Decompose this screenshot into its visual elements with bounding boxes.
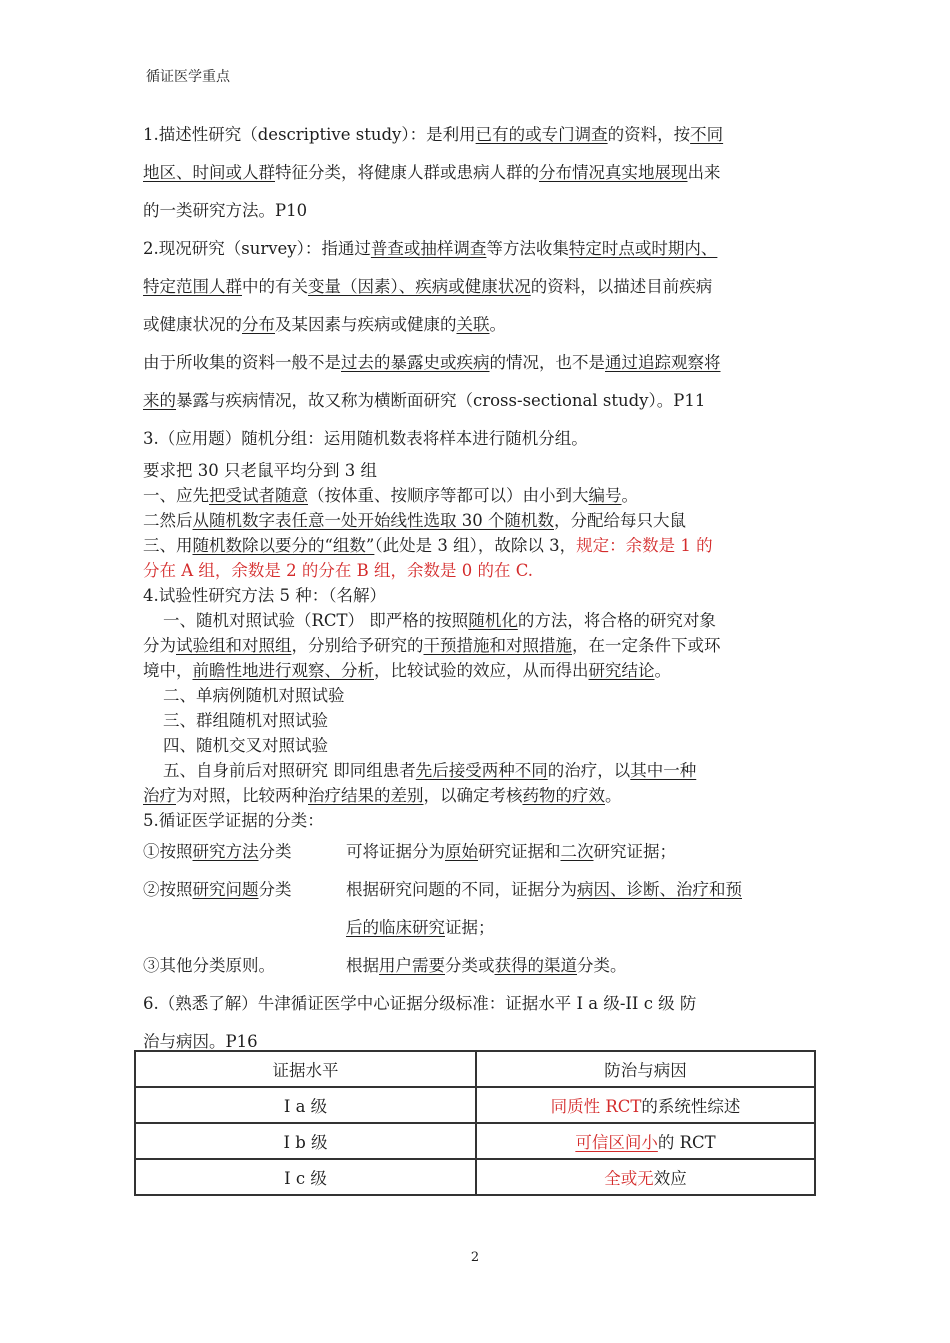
s4-item4: 四、随机交叉对照试验 — [163, 736, 328, 755]
table-cell-desc: 全或无效应 — [476, 1159, 815, 1195]
s4-item2: 二、单病例随机对照试验 — [163, 686, 345, 705]
table-header-row — [135, 1051, 815, 1087]
s5-class3-desc: 根据用户需要分类或获得的渠道分类。 — [346, 956, 627, 975]
s3-line2: 要求把 30 只老鼠平均分到 3 组 — [143, 461, 377, 480]
page-header: 循证医学重点 — [146, 69, 230, 85]
s5-class3-label: ③其他分类原则。 — [143, 956, 275, 975]
s2-line1: 2.现况研究（survey）：指通过普查或抽样调查等方法收集特定时点或时期内、 — [143, 239, 718, 258]
table-cell-level: I c 级 — [135, 1159, 476, 1195]
s5-title: 5.循证医学证据的分类： — [143, 811, 324, 830]
table-cell-desc: 可信区间小的 RCT — [476, 1123, 815, 1159]
s1-line1: 1.描述性研究（descriptive study）：是利用已有的或专门调查的资料，按不同 — [143, 125, 724, 144]
s4-item1-line2: 分为试验组和对照组，分别给予研究的干预措施和对照措施，在一定条件下或环 — [143, 636, 721, 655]
s5-class1-desc: 可将证据分为原始研究证据和二次研究证据； — [346, 842, 676, 861]
s4-item5-line2: 治疗为对照，比较两种治疗结果的差别，以确定考核药物的疗效。 — [143, 786, 622, 805]
evidence-level-table — [134, 1050, 816, 1196]
s4-item5-line1: 五、自身前后对照研究 即同组患者先后接受两种不同的治疗，以其中一种 — [163, 761, 697, 780]
document-body — [143, 116, 811, 1061]
s2-line4: 由于所收集的资料一般不是过去的暴露史或疾病的情况，也不是通过追踪观察将 — [143, 353, 721, 372]
s5-class1-label: ①按照研究方法分类 — [143, 842, 292, 861]
s5-class2 — [143, 871, 811, 947]
s6-line2: 治与病因。P16 — [143, 1032, 258, 1051]
s4-item1-line3: 境中，前瞻性地进行观察、分析，比较试验的效应，从而得出研究结论。 — [143, 661, 671, 680]
s5-class1 — [143, 833, 811, 871]
s3-rule-line: 分在 A 组，余数是 2 的分在 B 组，余数是 0 的在 C. — [143, 561, 534, 580]
s5-class2-desc: 根据研究问题的不同，证据分为病因、诊断、治疗和预 后的临床研究证据； — [346, 880, 742, 937]
s6-line1: 6.（熟悉了解）牛津循证医学中心证据分级标准：证据水平 I a 级-II c 级 防 — [143, 994, 697, 1013]
s5-class3 — [143, 947, 811, 985]
s5-class2-label: ②按照研究问题分类 — [143, 880, 292, 899]
table-row — [135, 1087, 815, 1123]
s3-step2: 二然后从随机数字表任意一处开始线性选取 30 个随机数，分配给每只大鼠 — [143, 511, 686, 530]
table-cell-level: I a 级 — [135, 1087, 476, 1123]
table-cell-level: I b 级 — [135, 1123, 476, 1159]
page-number: 2 — [470, 1250, 480, 1265]
s4-title: 4.试验性研究方法 5 种：（名解） — [143, 586, 386, 605]
table-cell-desc: 同质性 RCT的系统性综述 — [476, 1087, 815, 1123]
s2-line2: 特定范围人群中的有关变量（因素）、疾病或健康状况的资料，以描述目前疾病 — [143, 277, 713, 296]
s1-line2: 地区、时间或人群特征分类，将健康人群或患病人群的分布情况真实地展现出来 — [143, 163, 721, 182]
s4-item1-line1: 一、随机对照试验（RCT） 即严格的按照随机化的方法，将合格的研究对象 — [163, 611, 716, 630]
table-row — [135, 1159, 815, 1195]
s2-line3: 或健康状况的分布及某因素与疾病或健康的关联。 — [143, 315, 506, 334]
table-header-cell: 证据水平 — [135, 1051, 476, 1087]
s1-line3: 的一类研究方法。P10 — [143, 201, 308, 220]
table-header-cell: 防治与病因 — [476, 1051, 815, 1087]
s4-item3: 三、群组随机对照试验 — [163, 711, 328, 730]
s3-step3: 三、用随机数除以要分的“组数”（此处是 3 组），故除以 3，规定：余数是 1 的 — [143, 536, 713, 555]
s3-step1: 一、应先把受试者随意（按体重、按顺序等都可以）由小到大编号。 — [143, 486, 638, 505]
table-row — [135, 1123, 815, 1159]
s2-line5: 来的暴露与疾病情况，故又称为横断面研究（cross-sectional study）。P11 — [143, 391, 706, 410]
s3-line1: 3.（应用题）随机分组：运用随机数表将样本进行随机分组。 — [143, 429, 588, 448]
